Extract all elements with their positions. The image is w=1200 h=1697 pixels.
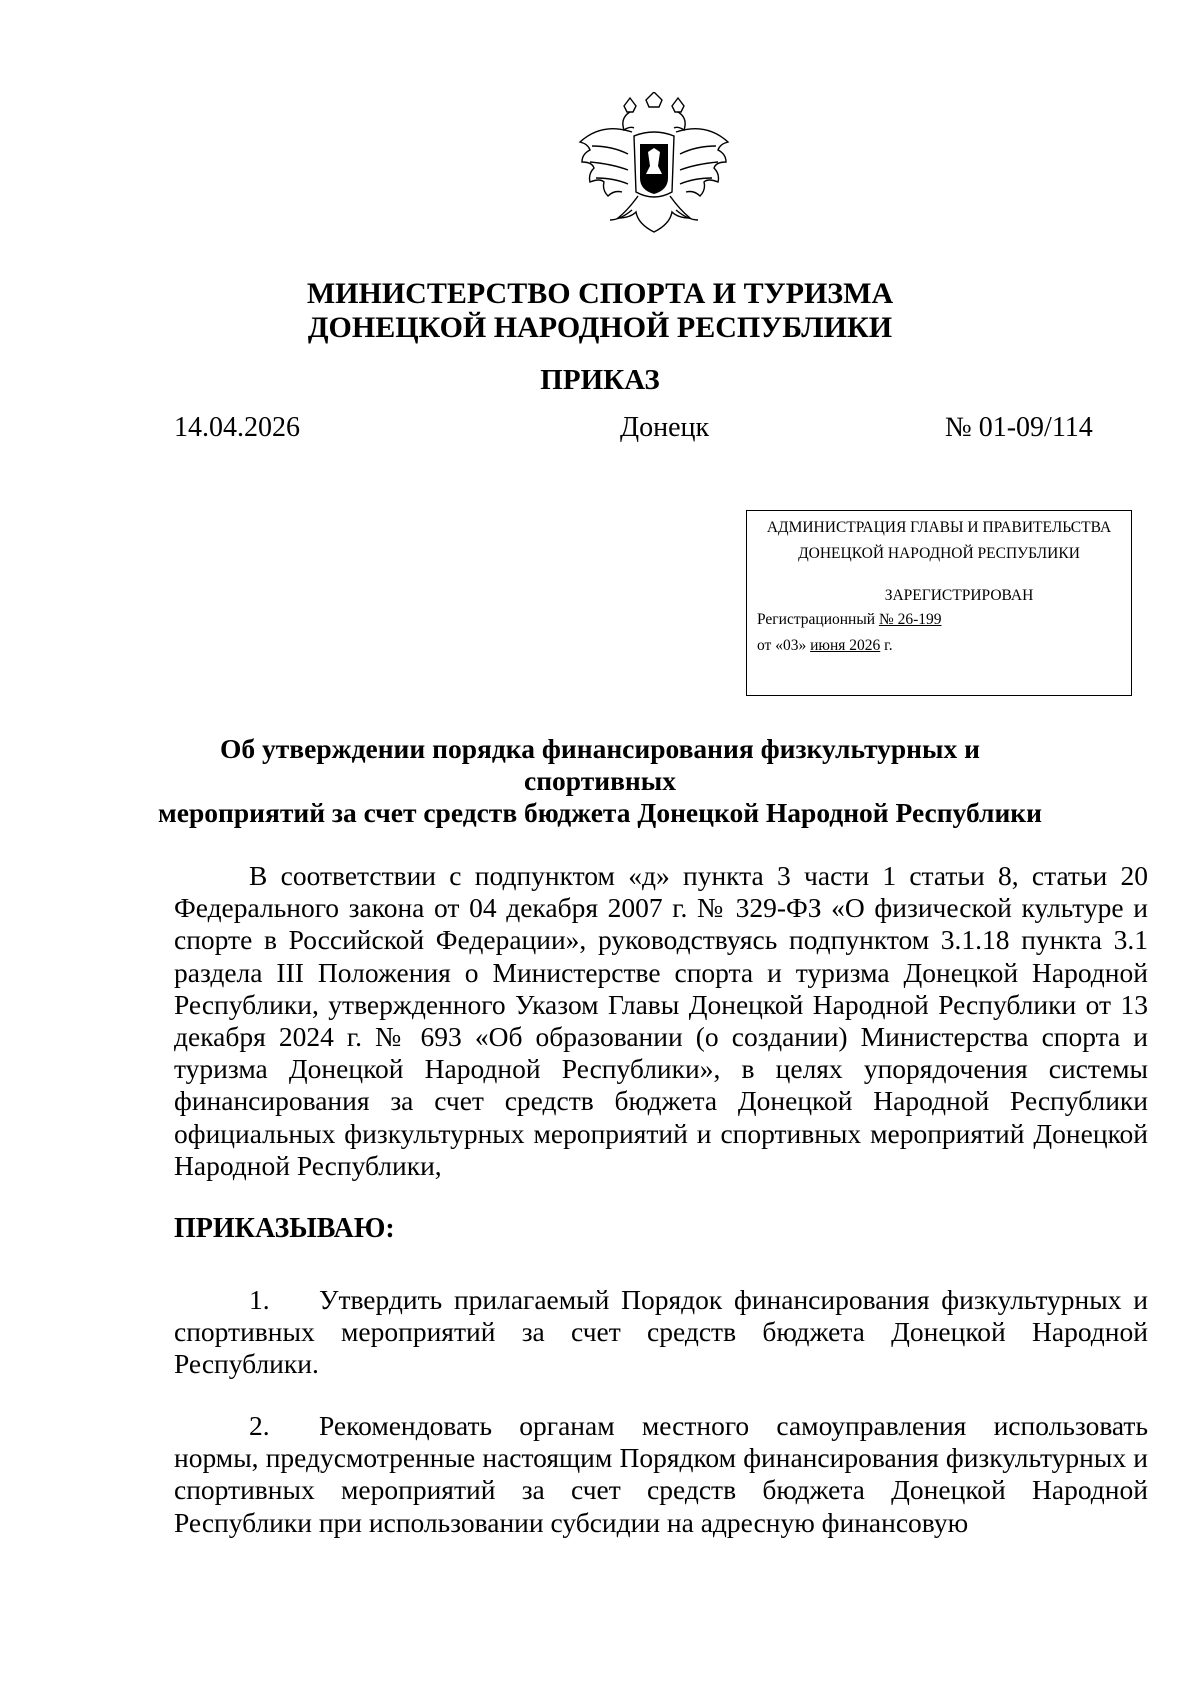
document-title: [150, 733, 1050, 829]
registration-date: июня 2026: [810, 637, 881, 654]
order-item-number: 1.: [249, 1284, 270, 1315]
ministry-name-line1: МИНИСТЕРСТВО СПОРТА И ТУРИЗМА: [306, 277, 894, 310]
coat-of-arms-emblem: [572, 92, 736, 242]
registration-number-label: Регистрационный: [757, 611, 879, 628]
ministry-name-line2: ДОНЕЦКОЙ НАРОДНОЙ РЕСПУБЛИКИ: [307, 311, 893, 344]
order-item-text: Рекомендовать органам местного самоуправления использовать нормы, предусмотренные настоящим Порядком финансирования физкультурных и спортивных мероприятий за счет средств бюджета Донецкой Народной Республики при использовании субсидии на адресную финансовую: [174, 1410, 1148, 1538]
ministry-name: [0, 277, 1200, 345]
order-item-number: 2.: [249, 1410, 270, 1441]
registration-authority-line1: АДМИНИСТРАЦИЯ ГЛАВЫ И ПРАВИТЕЛЬСТВА: [766, 519, 1112, 536]
order-item-text: Утвердить прилагаемый Порядок финансирования физкультурных и спортивных мероприятий за счет средств бюджета Донецкой Народной Республики.: [174, 1284, 1148, 1380]
order-heading: ПРИКАЗЫВАЮ:: [174, 1213, 395, 1244]
order-item-1: [174, 1284, 1148, 1381]
document-number: № 01-09/114: [945, 412, 1093, 443]
registration-stamp: [746, 510, 1132, 696]
registration-date-suffix: г.: [880, 637, 893, 654]
registration-number: № 26-199: [878, 611, 942, 628]
registration-date-line: [757, 637, 893, 655]
preamble-paragraph: [174, 860, 1148, 1182]
preamble-text: В соответствии с подпунктом «д» пункта 3 части 1 статьи 8, статьи 20 Федерального закона от 04 декабря 2007 г. № 329-ФЗ «О физической культуре и спорте в Российской Федерации», руководствуясь подпунктом 3.1.18 пункта 3.1 раздела III Положения о Министерстве спорта и туризма Донецкой Народной Республики, утвержденного Указом Главы Донецкой Народной Республики от 13 декабря 2024 г. № 693 «Об образовании (о создании) Министерства спорта и туризма Донецкой Народной Республики», в целях упорядочения системы финансирования за счет средств бюджета Донецкой Народной Республики официальных физкультурных мероприятий и спортивных мероприятий Донецкой Народной Республики,: [174, 860, 1148, 1181]
order-item-2: [174, 1410, 1148, 1539]
document-title-line2: мероприятий за счет средств бюджета Донецкой Народной Республики: [158, 797, 1042, 828]
registration-number-line: [757, 611, 942, 629]
registration-authority-line2: ДОНЕЦКОЙ НАРОДНОЙ РЕСПУБЛИКИ: [798, 545, 1080, 562]
registration-status: ЗАРЕГИСТРИРОВАН: [884, 587, 1034, 604]
registration-date-prefix: от «03»: [757, 637, 811, 654]
document-title-line1: Об утверждении порядка финансирования физкультурных и спортивных: [220, 733, 980, 796]
document-type: ПРИКАЗ: [540, 364, 660, 396]
document-city: Донецк: [620, 412, 710, 443]
document-date: 14.04.2026: [174, 412, 300, 443]
